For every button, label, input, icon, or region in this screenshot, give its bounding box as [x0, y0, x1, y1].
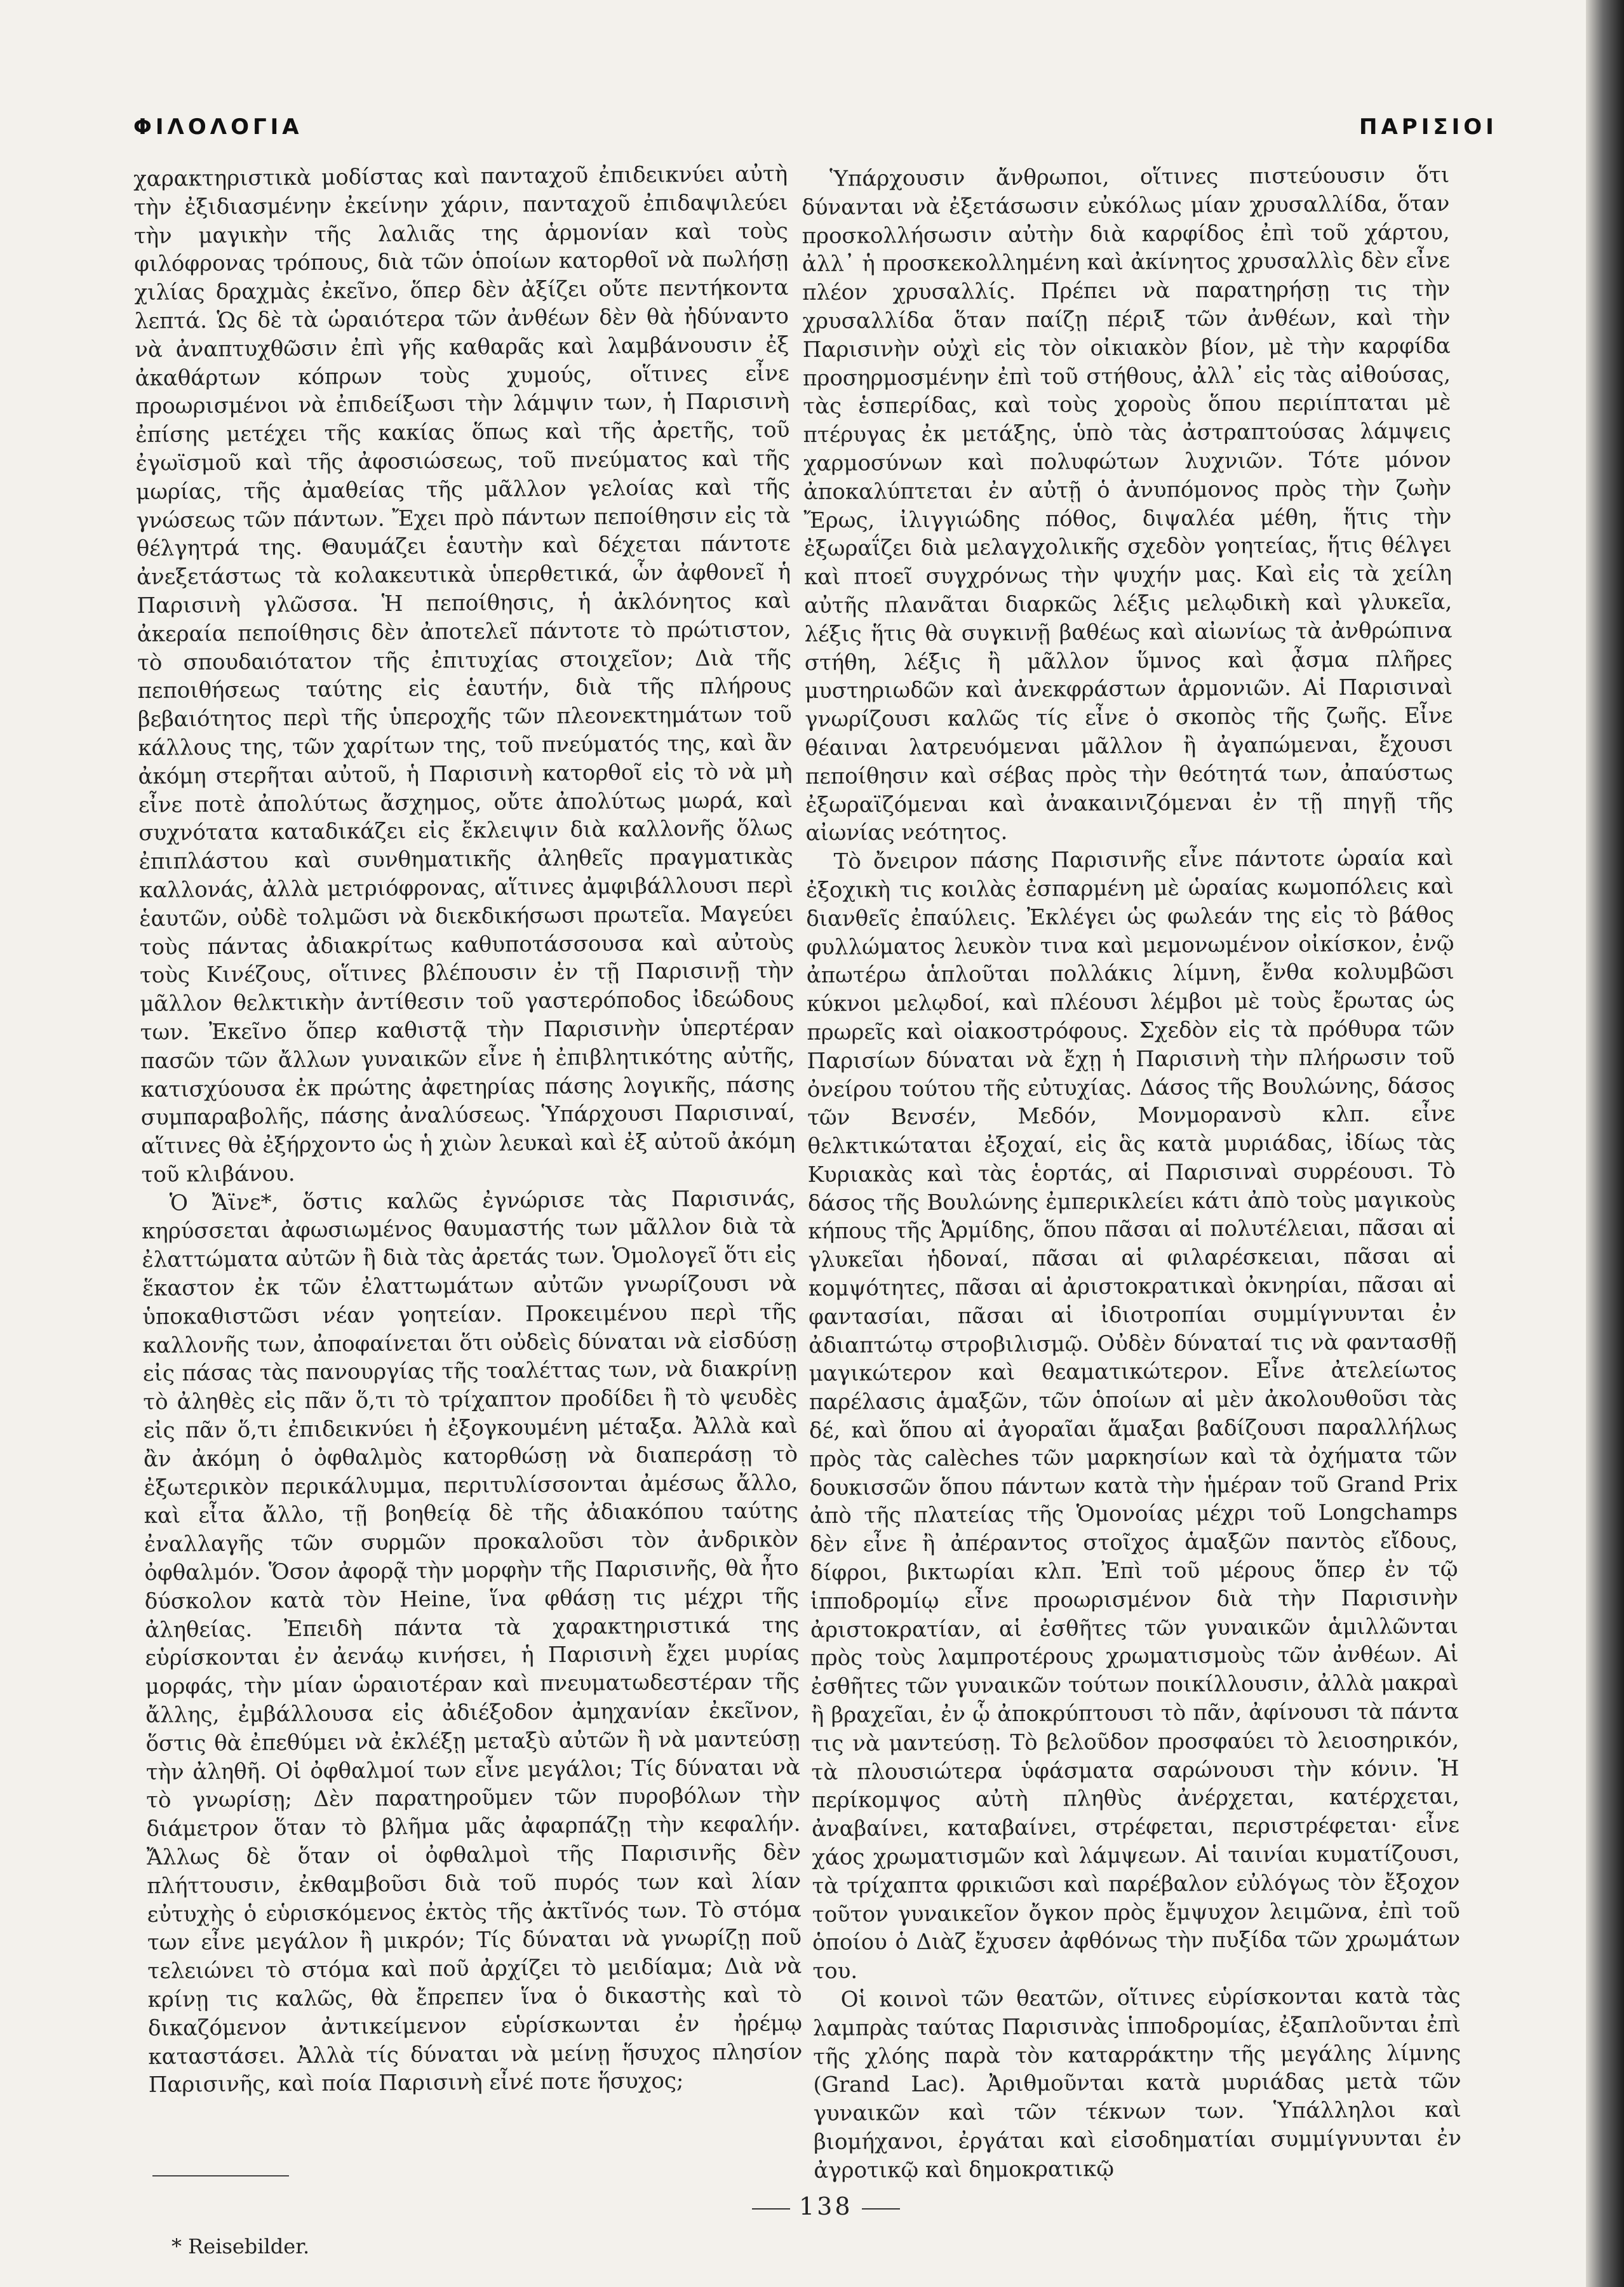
left-paragraph-1: χαρακτηριστικὰ μοδίστας καὶ πανταχοῦ ἐπιδεικνύει αὐτὴ τὴν ἐξιδιασμένην ἐκείνην χάριν, πανταχοῦ ἐπιδαψιλεύει τὴν μαγικὴν τῆς λαλιᾶς της ἁρμονίαν καὶ τοὺς φιλόφρονας τρόπους, διὰ τῶν ὁποίων κατορθοῖ νὰ πωλήσῃ χιλίας δραχμὰς ἐκεῖνο, ὅπερ δὲν ἀξίζει οὔτε πεντήκοντα λεπτά. Ὡς δὲ τὰ ὡραιότερα τῶν ἀνθέων δὲν θὰ ἠδύναντο νὰ ἀναπτυχθῶσιν ἐπὶ γῆς καθαρᾶς καὶ λαμβάνουσιν ἐξ ἀκαθάρτων κόπρων τοὺς χυμούς, οἵτινες εἶνε προωρισμένοι νὰ ἐπιδείξωσι τὴν λάμψιν των, ἡ Παρισινὴ ἐπίσης μετέχει τῆς κακίας ὅπως καὶ τῆς ἀρετῆς, τοῦ ἐγωϊσμοῦ καὶ τῆς ἀφοσιώσεως, τοῦ πνεύματος καὶ τῆς μωρίας, τῆς ἀμαθείας τῆς μᾶλλον γελοίας καὶ τῆς γνώσεως τῶν πάντων. Ἔχει πρὸ πάντων πεποίθησιν εἰς τὰ θέλγητρά της. Θαυμάζει ἑαυτὴν καὶ δέχεται πάντοτε ἀνεξετάστως τὰ κολακευτικὰ ὑπερθετικά, ὧν ἀφθονεῖ ἡ Παρισινὴ γλῶσσα. Ἡ πεποίθησις, ἡ ἀκλόνητος καὶ ἀκεραία πεποίθησις δὲν ἀποτελεῖ πάντοτε τὸ πρώτιστον, τὸ σπουδαιότατον τῆς ἐπιτυχίας στοιχεῖον; Διὰ τῆς πεποιθήσεως ταύτης εἰς ἑαυτήν, διὰ τῆς πλήρους βεβαιότητος περὶ τῆς ὑπεροχῆς τῶν πλεονεκτημάτων τοῦ κάλλους της, τῶν χαρίτων της, τοῦ πνεύματός της, καὶ ἂν ἀκόμη στερῆται αὐτοῦ, ἡ Παρισινὴ κατορθοῖ εἰς τὸ νὰ μὴ εἶνε ποτὲ ἀπολύτως ἄσχημος, οὔτε ἀπολύτως μωρά, καὶ συχνότατα καταδικάζει εἰς ἔκλειψιν διὰ καλλονῆς ὅλως ἐπιπλάστου καὶ συνθηματικῆς ἀληθεῖς πραγματικὰς καλλονάς, ἀλλὰ μετριόφρονας, αἵτινες ἀμφιβάλλουσι περὶ ἑαυτῶν, οὐδὲ τολμῶσι νὰ διεκδικήσωσι πρωτεῖα. Μαγεύει τοὺς πάντας ἀδιακρίτως καθυποτάσσουσα καὶ αὐτοὺς τοὺς Κινέζους, οἵτινες βλέπουσιν ἐν τῇ Παρισινῇ τὴν μᾶλλον θελκτικὴν ἀντίθεσιν τοῦ γαστερόποδος ἰδεώδους των. Ἐκεῖνο ὅπερ καθιστᾷ τὴν Παρισινὴν ὑπερτέραν πασῶν τῶν ἄλλων γυναικῶν εἶνε ἡ ἐπιβλητικότης αὐτῆς, κατισχύουσα ἐκ πρώτης ἀφετηρίας πάσης λογικῆς, πάσης συμπαραβολῆς, πάσης ἀναλύσεως. Ὑπάρχουσι Παρισιναί, αἵτινες θὰ ἐξήρχοντο ὡς ἡ χιὼν λευκαὶ καὶ ἐξ αὐτοῦ ἀκόμη τοῦ κλιβάνου. [133, 161, 796, 1188]
left-column [133, 160, 803, 2098]
footnote: * Reisebilder. [171, 2234, 310, 2258]
right-column [802, 161, 1462, 2183]
right-paragraph-3: Οἱ κοινοὶ τῶν θεατῶν, οἵτινες εὑρίσκονται κατὰ τὰς λαμπρὰς ταύτας Παρισινὰς ἱπποδρομίας, ἐξαπλοῦνται ἐπὶ τῆς χλόης παρὰ τὸν καταρράκτην τῆς μεγάλης λίμνης (Grand Lac). Ἀριθμοῦνται κατὰ μυριάδας μετὰ τῶν γυναικῶν καὶ τῶν τέκνων των. Ὑπάλληλοι καὶ βιομήχανοι, ἐργάται καὶ εἰσοδηματίαι συμμίγνυνται ἐν ἀγροτικῷ καὶ δημοκρατικῷ [812, 1983, 1462, 2183]
folio-dash-right [862, 2208, 900, 2210]
left-paragraph-2: Ὁ Ἄϊνε*, ὅστις καλῶς ἐγνώρισε τὰς Παρισινάς, κηρύσσεται ἀφωσιωμένος θαυμαστής των μᾶλλον διὰ τὰ ἐλαττώματα αὐτῶν ἢ διὰ τὰς ἀρετάς των. Ὁμολογεῖ ὅτι εἰς ἕκαστον ἐκ τῶν ἐλαττωμάτων αὐτῶν γνωρίζουσι νὰ ὑποκαθιστῶσι νέαν γοητείαν. Προκειμένου περὶ τῆς καλλονῆς των, ἀποφαίνεται ὅτι οὐδεὶς δύναται νὰ εἰσδύσῃ εἰς πάσας τὰς πανουργίας τῆς τοαλέττας των, νὰ διακρίνῃ τὸ ἀληθὲς εἰς πᾶν ὅ,τι τὸ τρίχαπτον προδίδει ἢ τὸ ψευδὲς εἰς πᾶν ὅ,τι ἐπιδεικνύει ἡ ἐξογκουμένη μέταξα. Ἀλλὰ καὶ ἂν ἀκόμη ὁ ὀφθαλμὸς κατορθώσῃ νὰ διαπεράσῃ τὸ ἐξωτερικὸν περικάλυμμα, περιτυλίσσονται ἀμέσως ἄλλο, καὶ εἶτα ἄλλο, τῇ βοηθείᾳ δὲ τῆς ἀδιακόπου ταύτης ἐναλλαγῆς τῶν συρμῶν προκαλοῦσι τὸν ἀνδρικὸν ὀφθαλμόν. Ὅσον ἀφορᾷ τὴν μορφὴν τῆς Παρισινῆς, θὰ ἦτο δύσκολον κατὰ τὸν Heine, ἵνα φθάσῃ τις μέχρι τῆς ἀληθείας. Ἐπειδὴ πάντα τὰ χαρακτηριστικά της εὑρίσκονται ἐν ἀενάῳ κινήσει, ἡ Παρισινὴ ἔχει μυρίας μορφάς, τὴν μίαν ὡραιοτέραν καὶ πνευματωδεστέραν τῆς ἄλλης, ἐμβάλλουσα εἰς ἀδιέξοδον ἀμηχανίαν ἐκεῖνον, ὅστις θὰ ἐπεθύμει νὰ ἐκλέξῃ μεταξὺ αὐτῶν ἢ νὰ μαντεύσῃ τὴν ἀληθῆ. Οἱ ὀφθαλμοί των εἶνε μεγάλοι; Τίς δύναται νὰ τὸ γνωρίσῃ; Δὲν παρατηροῦμεν τῶν πυροβόλων τὴν διάμετρον ὅταν τὸ βλῆμα μᾶς ἀφαρπάζῃ τὴν κεφαλήν. Ἄλλως δὲ ὅταν οἱ ὀφθαλμοὶ τῆς Παρισινῆς δὲν πλήττουσιν, ἐκθαμβοῦσι διὰ τοῦ πυρός των καὶ λίαν εὐτυχὴς ὁ εὑρισκόμενος ἐκτὸς τῆς ἀκτῖνός των. Τὸ στόμα των εἶνε μεγάλον ἢ μικρόν; Τίς δύναται νὰ γνωρίζῃ ποῦ τελειώνει τὸ στόμα καὶ ποῦ ἀρχίζει τὸ μειδίαμα; Διὰ νὰ κρίνῃ τις καλῶς, θὰ ἔπρεπεν ἵνα ὁ δικαστὴς καὶ τὸ δικαζόμενον ἀντικείμενον εὑρίσκωνται ἐν ἠρέμῳ καταστάσει. Ἀλλὰ τίς δύναται νὰ μείνῃ ἥσυχος πλησίον Παρισινῆς, καὶ ποία Παρισινὴ εἶνέ ποτε ἥσυχος; [142, 1185, 803, 2098]
footnote-rule [152, 2175, 289, 2176]
running-head-left: ΦΙΛΟΛΟΓΙΑ [133, 114, 303, 140]
right-paragraph-1: Ὑπάρχουσιν ἄνθρωποι, οἵτινες πιστεύουσιν ὅτι δύνανται νὰ ἐξετάσωσιν εὐκόλως μίαν χρυσαλλίδα, ὅταν προσκολλήσωσιν αὐτὴν διὰ καρφίδος ἐπὶ τοῦ χάρτου, ἀλλ᾽ ἡ προσκεκολλημένη καὶ ἀκίνητος χρυσαλλὶς δὲν εἶνε πλέον χρυσαλλίς. Πρέπει νὰ παρατηρήσῃ τις τὴν χρυσαλλίδα ὅταν παίζῃ πέριξ τῶν ἀνθέων, καὶ τὴν Παρισινὴν οὐχὶ εἰς τὸν οἰκιακὸν βίον, μὲ τὴν καρφίδα προσηρμοσμένην ἐπὶ τοῦ στήθους, ἀλλ᾽ εἰς τὰς αἰθούσας, τὰς ἑσπερίδας, καὶ τοὺς χοροὺς ὅπου περιίπταται μὲ πτέρυγας ἐκ μετάξης, ὑπὸ τὰς ἀστραπτούσας λάμψεις χαρμοσύνων καὶ πολυφώτων λυχνιῶν. Τότε μόνον ἀποκαλύπτεται ἐν αὐτῇ ὁ ἀνυπόμονος πρὸς τὴν ζωὴν Ἔρως, ἰλιγγιώδης πόθος, διψαλέα μέθη, ἥτις τὴν ἐξωραΐζει διὰ μελαγχολικῆς σχεδὸν γοητείας, ἥτις θέλγει καὶ πτοεῖ συγχρόνως τὴν ψυχήν μας. Καὶ εἰς τὰ χείλη αὐτῆς πλανᾶται διαρκῶς λέξις μελῳδικὴ καὶ γλυκεῖα, λέξις ἥτις θὰ συγκινῇ βαθέως καὶ αἰωνίως τὰ ἀνθρώπινα στήθη, λέξις ἢ μᾶλλον ὕμνος καὶ ᾆσμα πλῆρες μυστηριωδῶν καὶ ἀνεκφράστων ἁρμονιῶν. Αἱ Παρισιναὶ γνωρίζουσι καλῶς τίς εἶνε ὁ σκοπὸς τῆς ζωῆς. Εἶνε θέαιναι λατρευόμεναι μᾶλλον ἢ ἀγαπώμεναι, ἔχουσι πεποίθησιν καὶ σέβας πρὸς τὴν θεότητά των, ἀπαύστως ἐξωραϊζόμεναι καὶ ἀνακαινιζόμεναι ἐν τῇ πηγῇ τῆς αἰωνίας νεότητος. [802, 162, 1454, 847]
page-number-value: 138 [799, 2192, 853, 2220]
folio-dash-left [752, 2208, 790, 2210]
page-number [743, 2192, 909, 2220]
right-paragraph-2: Τὸ ὄνειρον πάσης Παρισινῆς εἶνε πάντοτε ὡραία καὶ ἐξοχικὴ τις κοιλὰς ἐσπαρμένη μὲ ὡραίας κωμοπόλεις καὶ διανθεῖς ἐπαύλεις. Ἐκλέγει ὡς φωλεάν της εἰς τὸ βάθος φυλλώματος λευκὸν τινα καὶ μεμονωμένον οἰκίσκον, ἐνῷ ἀπωτέρω ἁπλοῦται πολλάκις λίμνη, ἔνθα κολυμβῶσι κύκνοι μελῳδοί, καὶ πλέουσι λέμβοι μὲ τοὺς ἔρωτας ὡς πρωρεῖς καὶ οἰακοστρόφους. Σχεδὸν εἰς τὰ πρόθυρα τῶν Παρισίων δύναται νὰ ἔχῃ ἡ Παρισινὴ τὴν πλήρωσιν τοῦ ὀνείρου τούτου τῆς εὐτυχίας. Δάσος τῆς Βουλώνης, δάσος τῶν Βενσέν, Μεδόν, Μονμορανσὺ κλπ. εἶνε θελκτικώταται ἐξοχαί, εἰς ἃς κατὰ μυριάδας, ἰδίως τὰς Κυριακὰς καὶ τὰς ἑορτάς, αἱ Παρισιναὶ συρρέουσι. Τὸ δάσος τῆς Βουλώνης ἐμπερικλείει κάτι ἀπὸ τοὺς μαγικοὺς κήπους τῆς Ἁρμίδης, ὅπου πᾶσαι αἱ πολυτέλειαι, πᾶσαι αἱ γλυκεῖαι ἡδοναί, πᾶσαι αἱ φιλαρέσκειαι, πᾶσαι αἱ κομψότητες, πᾶσαι αἱ ἀριστοκρατικαὶ ὀκνηρίαι, πᾶσαι αἱ φαντασίαι, πᾶσαι αἱ ἰδιοτροπίαι συμμίγνυνται ἐν ἀδιαπτώτῳ στροβιλισμῷ. Οὐδὲν δύναταί τις νὰ φαντασθῇ μαγικώτερον καὶ θεαματικώτερον. Εἶνε ἀτελείωτος παρέλασις ἁμαξῶν, τῶν ὁποίων αἱ μὲν ἀκολουθοῦσι τὰς δέ, καὶ ὅπου αἱ ἀγοραῖαι ἅμαξαι βαδίζουσι παραλλήλως πρὸς τὰς calèches τῶν μαρκησίων καὶ τὰ ὀχήματα τῶν δουκισσῶν ὅπου πάντων κατὰ τὴν ἡμέραν τοῦ Grand Prix ἀπὸ τῆς πλατείας τῆς Ὁμονοίας μέχρι τοῦ Longchamps δὲν εἶνε ἢ ἀπέραντος στοῖχος ἁμαξῶν παντὸς εἴδους, δίφροι, βικτωρίαι κλπ. Ἐπὶ τοῦ μέρους ὅπερ ἐν τῷ ἱπποδρομίῳ εἶνε προωρισμένον διὰ τὴν Παρισινὴν ἀριστοκρατίαν, αἱ ἐσθῆτες τῶν γυναικῶν ἁμιλλῶνται πρὸς τοὺς λαμπροτέρους χρωματισμοὺς τῶν ἀνθέων. Αἱ ἐσθῆτες τῶν γυναικῶν τούτων ποικίλλουσιν, ἀλλὰ μακραὶ ἢ βραχεῖαι, ἐν ᾧ ἀποκρύπτουσι τὸ πᾶν, ἀφίνουσι τὰ πάντα τις νὰ μαντεύσῃ. Τὸ βελοῦδον προσφαύει τὸ λειοσηρικόν, τὰ πλουσιώτερα ὑφάσματα σαρώνουσι τὴν κόνιν. Ἡ περίκομψος αὐτὴ πληθὺς ἀνέρχεται, κατέρχεται, ἀναβαίνει, καταβαίνει, στρέφεται, περιστρέφεται· εἶνε χάος χρωματισμῶν καὶ λάμψεων. Αἱ ταινίαι κυματίζουσι, τὰ τρίχαπτα φρικιῶσι καὶ παρέβαλον εὐλόγως τὸν ἔξοχον τοῦτον γυναικεῖον ὄγκον πρὸς ἔμψυχον λειμῶνα, ἐπὶ τοῦ ὁποίου ὁ Διὰζ ἔχυσεν ἀφθόνως τὴν πυξίδα τῶν χρωμάτων του. [805, 845, 1461, 1985]
running-head-right: ΠΑΡΙΣΙΟΙ [1359, 114, 1498, 140]
page-binding-shadow [1586, 0, 1624, 2287]
